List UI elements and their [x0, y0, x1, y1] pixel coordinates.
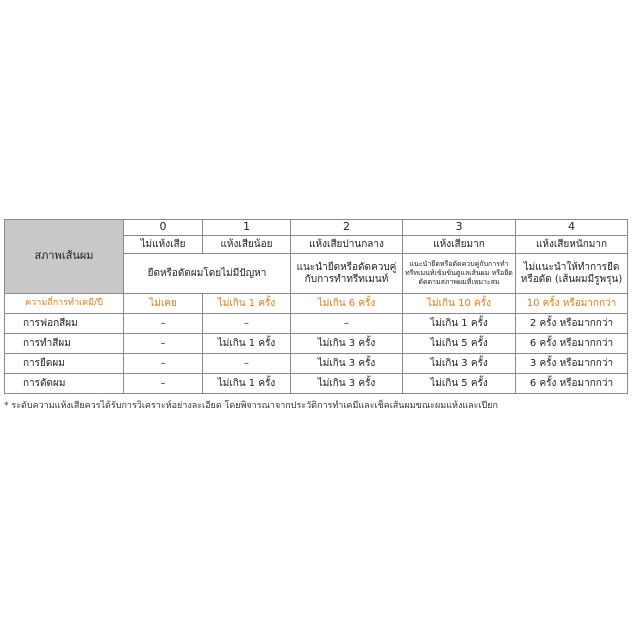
- table-cell: ไม่เกิน 3 ครั้ง: [291, 354, 403, 374]
- table-cell: –: [124, 354, 203, 374]
- table-cell: –: [124, 314, 203, 334]
- hair-condition-label: สภาพเส้นผม: [5, 220, 124, 294]
- service-label: การยืดผม: [5, 354, 124, 374]
- frequency-value: ไม่เกิน 6 ครั้ง: [291, 294, 403, 314]
- level-description: ไม่แนะนำให้ทำการยืดหรือดัด (เส้นผมมีรูพรุน): [516, 254, 628, 294]
- table-cell: 6 ครั้ง หรือมากกว่า: [516, 334, 628, 354]
- table-cell: ไม่เกิน 3 ครั้ง: [291, 334, 403, 354]
- level-name: แห้งเสียน้อย: [203, 236, 291, 254]
- table-cell: ไม่เกิน 5 ครั้ง: [403, 374, 516, 394]
- table-cell: –: [124, 374, 203, 394]
- level-description: ยืดหรือดัดผมโดยไม่มีปัญหา: [124, 254, 291, 294]
- hair-condition-table: [4, 219, 628, 394]
- level-name: แห้งเสียหนักมาก: [516, 236, 628, 254]
- hair-condition-chart: [4, 219, 627, 412]
- table-row: [5, 374, 628, 394]
- service-label: การฟอกสีผม: [5, 314, 124, 334]
- table-cell: 2 ครั้ง หรือมากกว่า: [516, 314, 628, 334]
- frequency-value: 10 ครั้ง หรือมากกว่า: [516, 294, 628, 314]
- table-cell: ไม่เกิน 1 ครั้ง: [403, 314, 516, 334]
- table-cell: 3 ครั้ง หรือมากกว่า: [516, 354, 628, 374]
- level-number: 2: [291, 220, 403, 236]
- service-label: การทำสีผม: [5, 334, 124, 354]
- level-number: 1: [203, 220, 291, 236]
- table-cell: 6 ครั้ง หรือมากกว่า: [516, 374, 628, 394]
- level-number: 0: [124, 220, 203, 236]
- table-cell: ไม่เกิน 1 ครั้ง: [203, 374, 291, 394]
- table-cell: ไม่เกิน 1 ครั้ง: [203, 334, 291, 354]
- table-cell: ไม่เกิน 3 ครั้ง: [403, 354, 516, 374]
- level-number-row: [5, 220, 628, 236]
- table-row: [5, 334, 628, 354]
- frequency-label: ความถี่การทำเคมี/ปี: [5, 294, 124, 314]
- table-cell: –: [124, 334, 203, 354]
- level-name: แห้งเสียปานกลาง: [291, 236, 403, 254]
- level-number: 3: [403, 220, 516, 236]
- frequency-value: ไม่เกิน 10 ครั้ง: [403, 294, 516, 314]
- level-description: แนะนำยืดหรือดัดควบคู่กับการทำทรีทเมนท์เข้มข้นดูแลเส้นผม หรือยืดดัดตามสภาพผมที่เหมาะสม: [403, 254, 516, 294]
- service-label: การดัดผม: [5, 374, 124, 394]
- frequency-row: [5, 294, 628, 314]
- table-cell: –: [203, 354, 291, 374]
- frequency-value: ไม่เกิน 1 ครั้ง: [203, 294, 291, 314]
- frequency-value: ไม่เคย: [124, 294, 203, 314]
- table-cell: –: [291, 314, 403, 334]
- table-cell: –: [203, 314, 291, 334]
- level-number: 4: [516, 220, 628, 236]
- table-cell: ไม่เกิน 3 ครั้ง: [291, 374, 403, 394]
- table-cell: ไม่เกิน 5 ครั้ง: [403, 334, 516, 354]
- table-row: [5, 314, 628, 334]
- level-description: แนะนำยืดหรือดัดควบคู่กับการทำทรีทเมนท์: [291, 254, 403, 294]
- level-name: แห้งเสียมาก: [403, 236, 516, 254]
- footnote: * ระดับความแห้งเสียควรได้รับการวิเคราะห์อย่างละเอียด โดยพิจารณาจากประวัติการทำเคมีและเช็คเส้นผมขณะผมแห้งและเปียก: [4, 401, 498, 411]
- table-row: [5, 354, 628, 374]
- level-name: ไม่แห้งเสีย: [124, 236, 203, 254]
